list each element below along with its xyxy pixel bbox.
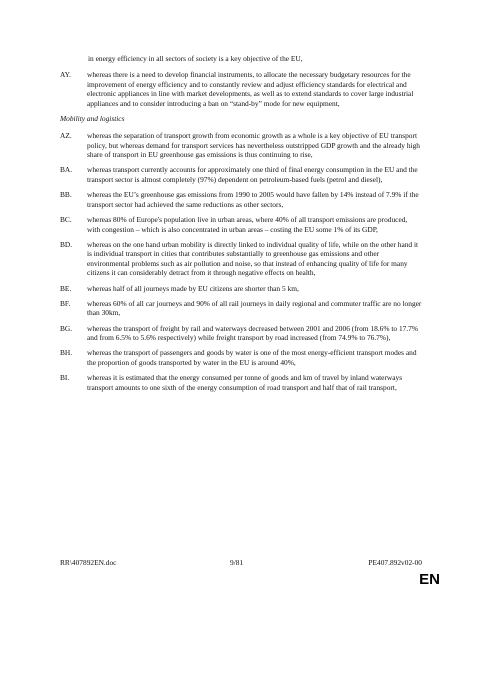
recital-label: BG. [60, 323, 73, 333]
recital-label: BE. [60, 283, 72, 293]
recital-item [60, 215, 422, 234]
recital-label: AY. [60, 70, 71, 79]
continuation-line: in energy efficiency in all sectors of society is a key objective of the EU, [88, 54, 303, 63]
recital-label: AZ. [60, 130, 72, 140]
recital-text: whereas 60% of all car journeys and 90% of all rail journeys in daily regional and commuter traffic are no longer than 30km, [87, 298, 422, 318]
recital-text: whereas the separation of transport growth from economic growth as a whole is a key objective of EU transport policy, but whereas demand for transport services has nevertheless outstripped GDP growth and the already high share of transport in EU greenhouse gas emissions is thus continuing to rise, [87, 130, 420, 160]
recital-text: whereas it is estimated that the energy consumed per tonne of goods and km of travel by inland waterways transport amounts to one sixth of the energy consumption of road transport and half that of rail transport, [87, 373, 403, 392]
recital-item [60, 165, 422, 184]
recital-item [60, 324, 422, 343]
recital-item [60, 190, 422, 209]
recital-label: BB. [60, 190, 72, 200]
recital-label: BA. [60, 165, 73, 175]
recital-item [60, 240, 422, 278]
recital-text: whereas transport currently accounts for approximately one third of final energy consumption in the EU and the transport sector is almost completely (97%) dependent on petroleum-based fuels (petrol and diesel), [87, 165, 418, 184]
recital-text: whereas half of all journeys made by EU citizens are shorter than 5 km, [87, 283, 299, 293]
section-heading: Mobility and logistics [60, 114, 125, 124]
page-number: 9/81 [230, 558, 244, 567]
recital-label: BF. [60, 298, 71, 308]
recital-text: whereas the transport of freight by rail and waterways decreased between 2001 and 2006 (from 18.6% to 17.7% and from 6.5% to 5.6% respectively) while freight transport by road increased (from 74.9% to 76.7%), [87, 323, 419, 343]
pe-reference: PE407.892v02-00 [368, 558, 422, 567]
recital-item [60, 284, 422, 294]
recital-label: BI. [60, 373, 70, 383]
recital-label: BD. [60, 239, 73, 249]
recital-text: whereas the EU’s greenhouse gas emissions from 1990 to 2005 would have fallen by 14% instead of 7.9% if the transport sector had achieved the same reductions as other sectors, [87, 190, 419, 209]
recital-item [60, 373, 422, 392]
recital-item [60, 131, 422, 160]
recital-item [60, 299, 422, 318]
document-reference: RR\407892EN.doc [60, 558, 117, 567]
recital-label: BH. [60, 348, 73, 358]
recital-text: whereas 80% of Europe's population live in urban areas, where 40% of all transport emissions are produced, with congestion – which is also concentrated in urban areas – costing the EU some 1% of its GDP, [87, 214, 408, 234]
recital-label: BC. [60, 214, 72, 224]
recital-item [60, 348, 422, 367]
page-footer [60, 558, 422, 570]
recitals-body [60, 70, 422, 398]
language-code: EN [419, 571, 440, 588]
recital-text: whereas the transport of passengers and goods by water is one of the most energy-efficient transport modes and the proportion of goods transported by water in the EU is around 40%, [87, 348, 417, 367]
recital-text: whereas there is a need to develop financial instruments, to allocate the necessary budgetary resources for the improvement of energy efficiency and to constantly review and adjust efficiency standards for electrical and electronic appliances in line with market developments, as well as to extend standards to cover large industrial appliances and to consider introducing a ban on “stand-by” mode for new equipment, [87, 70, 414, 108]
recital-item [60, 70, 422, 108]
recital-text: whereas on the one hand urban mobility is directly linked to individual quality of life, while on the other hand it is individual transport in cities that contributes substantially to greenhouse gas emissions and other environmental problems such as air pollution and noise, so that instead of enhancing quality of life for many citizens it can considerably detract from it through negative effects on health, [87, 239, 419, 278]
